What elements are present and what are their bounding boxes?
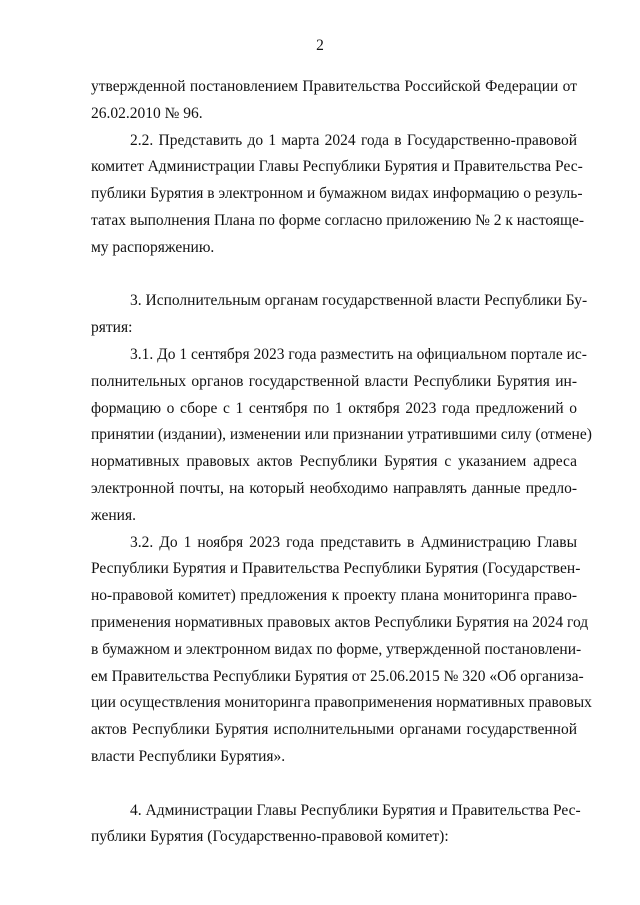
paragraph-4 [91,798,581,852]
paragraph-continuation [91,74,577,128]
paragraph-3-2 [91,530,592,771]
text-line: формацию о сборе с 1 сентября по 1 октября 2023 года предложений о [91,399,577,417]
text-line: полнительных органов государственной власти Республики Бурятия ин- [91,372,577,390]
text-line: власти Республики Бурятия». [91,747,286,765]
text-line: нормативных правовых актов Республики Бурятия с указанием адреса [91,453,577,471]
text-line: публики Бурятия в электронном и бумажном видах информацию о резуль- [91,185,583,203]
paragraph-3-1 [91,342,592,530]
paragraph-2-2 [91,128,584,262]
text-line: применения нормативных правовых актов Республики Бурятия на 2024 год [91,613,589,631]
text-line: 2.2. Представить до 1 марта 2024 года в Государственно-правовой [130,131,577,149]
text-line: актов Республики Бурятия исполнительными органами государственной [91,721,577,739]
text-line: 3.1. До 1 сентября 2023 года разместить на официальном портале ис- [130,345,587,363]
text-line: но-правовой комитет) предложения к проекту плана мониторинга право- [91,587,577,605]
text-line: принятии (издании), изменении или признании утратившими силу (отмене) [91,426,592,444]
text-line: ции осуществления мониторинга правоприменения нормативных правовых [91,694,592,712]
text-line: рятия: [91,319,133,337]
document-body [91,74,592,851]
text-line: 4. Администрации Главы Республики Бурятия и Правительства Рес- [130,801,581,819]
text-line: жения. [91,506,136,524]
text-line: 3. Исполнительным органам государственной власти Республики Бу- [130,292,588,310]
text-line: татах выполнения Плана по форме согласно приложению № 2 к настояще- [91,211,584,229]
page-number: 2 [316,37,324,54]
paragraph-spacer [91,262,577,289]
text-line: публики Бурятия (Государственно-правовой комитет): [91,828,449,846]
text-line: 3.2. До 1 ноября 2023 года представить в Администрацию Главы [130,533,577,551]
text-line: Республики Бурятия и Правительства Республики Бурятия (Государствен- [91,560,581,578]
text-line: му распоряжению. [91,238,215,256]
text-line: утвержденной постановлением Правительства Российской Федерации от [91,78,577,95]
text-line: комитет Администрации Главы Республики Бурятия и Правительства Рес- [91,158,583,176]
text-line: в бумажном и электронном видах по форме, утвержденной постановлени- [91,640,582,658]
text-line: ем Правительства Республики Бурятия от 25.06.2015 № 320 «Об организа- [91,667,584,685]
text-line: 26.02.2010 № 96. [91,104,203,122]
text-line: электронной почты, на который необходимо направлять данные предло- [91,479,577,497]
paragraph-spacer [91,771,577,798]
paragraph-3 [91,288,588,342]
